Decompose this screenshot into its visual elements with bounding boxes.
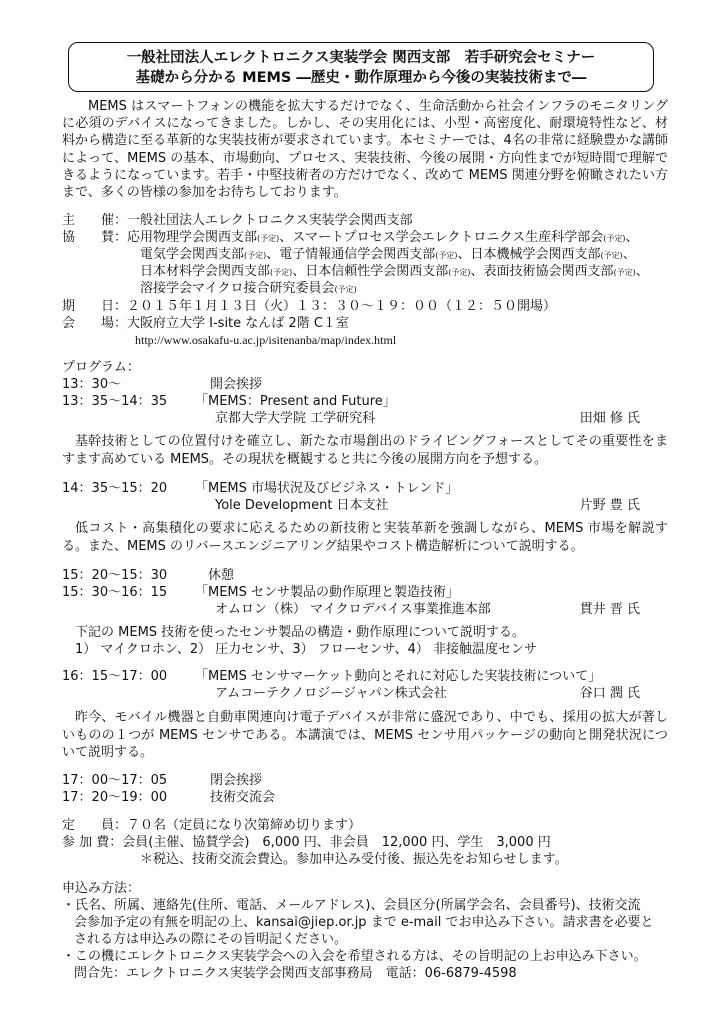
- support-item: 、電子情報通信学会関西支部: [266, 247, 436, 262]
- session-3-description: 低コスト・高集積化の要求に応えるための新技術と実装革新を強調しながら、MEMS 市場を解説する。また、MEMS のリバースエンジニアリング結果やコスト構造解析について説明する。: [62, 521, 668, 554]
- session-8-title: 技術交流会: [210, 790, 276, 805]
- fee-row: [62, 834, 551, 851]
- title-line-2: 基礎から分かる MEMS ―歴史・動作原理から今後の実装技術まで―: [135, 70, 587, 86]
- support-row-1: [62, 229, 639, 247]
- title-line-1: 一般社団法人エレクトロニクス実装学会 関西支部 若手研究会セミナー: [126, 50, 596, 66]
- date-label: 期 日：: [62, 299, 128, 314]
- session-7-time: 17：00～17：05: [62, 773, 168, 788]
- contact-line: 問合先：エレクトロニクス実装学会関西支部事務局 電話：06-6879-4598: [74, 966, 517, 981]
- support-item: 溶接学会マイクロ接合研究委員会: [140, 281, 335, 296]
- support-item: 、スマートプロセス学会エレクトロニクス生産科学部会: [279, 230, 604, 245]
- capacity-value: ７０名（定員になり次第締め切ります）: [127, 818, 362, 833]
- apply-bullet-2: ・この機にエレクトロニクス実装学会への入会を希望される方は、その旨明記の上お申込み下さい。: [62, 949, 647, 964]
- yotei-note: (予定): [334, 285, 357, 294]
- session-3-speaker: 片野 豊 氏: [579, 498, 640, 513]
- apply-bullet-1-line-3: される方は申込みの際にその旨明記ください。: [74, 932, 348, 947]
- date-row: [62, 298, 556, 315]
- session-6-org: アムコーテクノロジージャパン株式会社: [215, 686, 447, 701]
- session-2-description: 基幹技術としての位置付けを確立し、新たな市場創出のドライビングフォースとしてその重要性をますます高めている MEMS。その現状を概観すると共に今後の展開方向を予想する。: [62, 434, 668, 467]
- support-separator: 、: [622, 247, 636, 262]
- date-value: ２０１５年１月１３日（火）１３：３０～１９：００（１２：５０開場）: [127, 299, 557, 314]
- fee-label: 参 加 費：: [62, 835, 123, 850]
- support-item: 応用物理学会関西支部: [127, 230, 258, 245]
- session-6-title: 「MEMS センサマーケット動向とそれに対応した実装技術について」: [195, 669, 602, 684]
- capacity-row: [62, 817, 361, 834]
- session-4-title: 休憩: [208, 568, 235, 583]
- session-3-org: Yole Development 日本支社: [215, 498, 389, 513]
- session-5-org: オムロン（株） マイクロデバイス事業推進本部: [215, 602, 491, 617]
- intro-paragraph: MEMS はスマートフォンの機能を拡大するだけでなく、生命活動から社会インフラのモニタリングに必須のデバイスになってきました。しかし、その実用化には、小型・高密度化、耐環境特性など、材料から構造に至る革新的な実装技術が要求されています。本セミナーでは、4名の非常に経験豊かな講師によって、MEMS の基本、市場動向、プロセス、実装技術、今後の展開・方向性までが短時間で理解できるようになっています。若手・中堅技術者の方だけでなく、改めて MEMS 関連分野を俯瞰されたい方まで、多くの皆様の参加をお待ちしております。: [62, 99, 668, 201]
- session-5-description-1: 下記の MEMS 技術を使ったセンサ製品の構造・動作原理について説明する。: [75, 625, 525, 640]
- session-4-time: 15：20～15：30: [62, 568, 168, 583]
- capacity-label: 定 員：: [62, 818, 128, 833]
- session-3-title: 「MEMS 市場状況及びビジネス・トレンド」: [195, 481, 459, 496]
- yotei-note: (予定): [435, 251, 458, 260]
- session-2-speaker: 田畑 修 氏: [579, 411, 640, 426]
- program-heading: プログラム：: [62, 360, 140, 375]
- fee-value: 会員(主催、協賛学会) 6,000 円、非会員 12,000 円、学生 3,000 円: [122, 835, 551, 850]
- apply-heading: 申込み方法：: [62, 881, 141, 896]
- support-item: 、表面技術協会関西支部: [470, 264, 614, 279]
- session-8-time: 17：20～19：00: [62, 790, 168, 805]
- yotei-note: (予定): [600, 251, 623, 260]
- apply-bullet-1-line-1: ・氏名、所属、連絡先(住所、電話、メールアドレス)、会員区分(所属学会名、会員番号)、技術交流: [62, 898, 641, 913]
- support-item: 日本材料学会関西支部: [140, 264, 271, 279]
- support-item: 、日本信頼性学会関西支部: [292, 264, 449, 279]
- yotei-note: (予定): [257, 234, 280, 243]
- support-item: 、日本機械学会関西支部: [457, 247, 601, 262]
- host-label: 主 催：: [62, 213, 128, 228]
- session-5-title: 「MEMS センサ製品の動作原理と製造技術」: [195, 585, 460, 600]
- session-1-title: 開会挨拶: [210, 377, 263, 392]
- support-label: 協 賛：: [62, 230, 128, 245]
- host-row: [62, 212, 413, 229]
- session-5-speaker: 貫井 晋 氏: [579, 602, 640, 617]
- support-row-3: [140, 263, 649, 281]
- session-2-time: 13：35～14：35: [62, 394, 168, 409]
- support-separator: 、: [625, 230, 639, 245]
- venue-value: 大阪府立大学 I-site なんば 2階 C１室: [127, 316, 349, 331]
- venue-url[interactable]: http://www.osakafu-u.ac.jp/isitenanba/map/index.html: [135, 333, 397, 347]
- session-6-time: 16：15～17：00: [62, 669, 168, 684]
- session-2-title: 「MEMS：Present and Future」: [195, 394, 396, 409]
- support-row-2: [140, 246, 636, 264]
- support-row-4: [140, 280, 357, 298]
- yotei-note: (予定): [613, 268, 636, 277]
- host-value: 一般社団法人エレクトロニクス実装学会関西支部: [127, 213, 413, 228]
- yotei-note: (予定): [448, 268, 471, 277]
- yotei-note: (予定): [244, 251, 267, 260]
- apply-bullet-1-line-2[interactable]: 会参加予定の有無を明記の上、kansai@jiep.or.jp まで e-mail でお申込み下さい。請求書を必要と: [74, 915, 654, 930]
- session-3-time: 14：35～15：20: [62, 481, 168, 496]
- support-item: 電気学会関西支部: [140, 247, 245, 262]
- yotei-note: (予定): [603, 234, 626, 243]
- session-7-title: 閉会挨拶: [210, 773, 263, 788]
- session-5-description-2: 1） マイクロホン、2） 圧力センサ、3） フローセンサ、4） 非接触温度センサ: [75, 642, 537, 657]
- support-separator: 、: [635, 264, 649, 279]
- session-5-time: 15：30～16：15: [62, 585, 168, 600]
- fee-note: ＊税込、技術交流会費込。参加申込み受付後、振込先をお知らせします。: [140, 852, 568, 867]
- session-2-org: 京都大学大学院 工学研究科: [215, 411, 376, 426]
- title-box: [68, 42, 654, 92]
- venue-label: 会 場：: [62, 316, 128, 331]
- venue-row: [62, 315, 349, 332]
- session-6-description: 昨今、モバイル機器と自動車関連向け電子デバイスが非常に盛況であり、中でも、採用の拡大が著しいものの１つが MEMS センサである。本講演では、MEMS センサ用パッケージの動向と開発状況について説明する。: [62, 710, 668, 760]
- yotei-note: (予定): [270, 268, 293, 277]
- session-6-speaker: 谷口 潤 氏: [579, 686, 640, 701]
- session-1-time: 13：30～: [62, 377, 122, 392]
